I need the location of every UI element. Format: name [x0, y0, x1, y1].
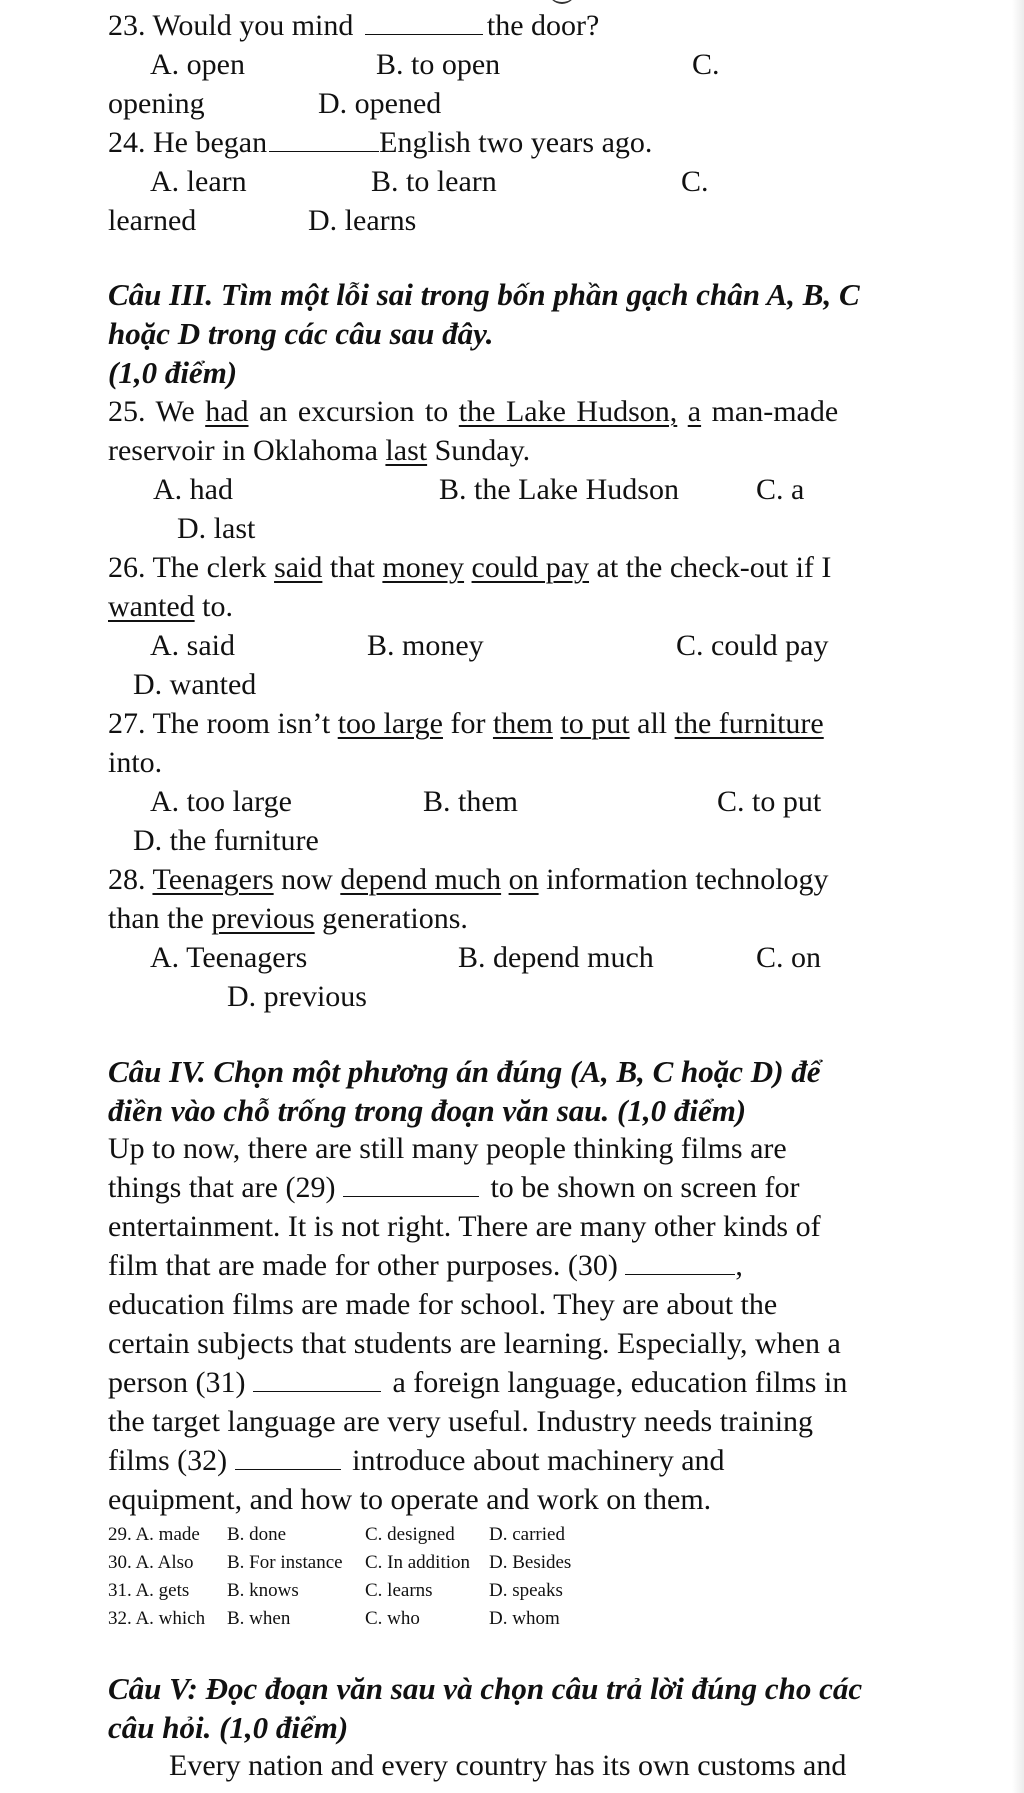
option-31-c: C. learns [365, 1580, 433, 1601]
q28-option-c: C. on [756, 941, 822, 974]
passage-line-10: equipment, and how to operate and work on them. [108, 1483, 712, 1516]
passage-line-9: films (32) introduce about machinery and [108, 1444, 725, 1477]
section-5-heading: Câu V: Đọc đoạn văn sau và chọn câu trả lời đúng cho các [108, 1671, 863, 1706]
q25-stem-line2: reservoir in Oklahoma last Sunday. [108, 434, 531, 467]
q23-option-d: D. opened [318, 87, 442, 120]
q24-option-a: A. learn [150, 165, 247, 198]
q24-option-b: B. to learn [371, 165, 497, 198]
q27-stem-line2: into. [108, 746, 163, 779]
q26-stem: 26. The clerk said that money could pay at the check-out if I [108, 551, 832, 584]
q23-option-a: A. open [150, 48, 245, 81]
section-3-heading: Câu III. Tìm một lỗi sai trong bốn phần gạch chân A, B, C [108, 277, 860, 312]
q24-option-c-text: learned [108, 204, 197, 237]
option-30-c: C. In addition [365, 1552, 471, 1573]
cropped-glyph-fragment [548, 0, 576, 4]
option-31-b: B. knows [227, 1580, 299, 1601]
q28-stem-line2: than the previous generations. [108, 902, 468, 935]
q25-option-b: B. the Lake Hudson [439, 473, 679, 506]
q23-option-c: C. [692, 48, 720, 81]
blank-30 [625, 1273, 735, 1275]
option-29-b: B. done [227, 1524, 287, 1545]
passage-line-7: person (31) a foreign language, education films in [108, 1366, 848, 1399]
passage-line-1: Up to now, there are still many people thinking films are [108, 1132, 787, 1165]
section-3-points: (1,0 điểm) [108, 355, 238, 390]
option-29-num: 29. A. made [108, 1524, 200, 1545]
reading-passage-line-1: Every nation and every country has its own customs and [169, 1749, 847, 1782]
q25-option-d: D. last [177, 512, 256, 545]
blank-31 [253, 1390, 381, 1392]
option-32-c: C. who [365, 1608, 420, 1629]
q27-option-b: B. them [423, 785, 518, 818]
passage-line-4: film that are made for other purposes. (30) , [108, 1249, 743, 1282]
q28-option-d: D. previous [227, 980, 367, 1013]
q25-option-c: C. a [756, 473, 805, 506]
option-30-b: B. For instance [227, 1552, 343, 1573]
passage-line-8: the target language are very useful. Industry needs training [108, 1405, 814, 1438]
q23-option-c-text: opening [108, 87, 205, 120]
q23-option-b: B. to open [376, 48, 501, 81]
option-31-d: D. speaks [489, 1580, 563, 1601]
section-5-heading-line2: câu hỏi. (1,0 điểm) [108, 1710, 349, 1745]
passage-line-2: things that are (29) to be shown on screen for [108, 1171, 800, 1204]
section-4-heading-line2: điền vào chỗ trống trong đoạn văn sau. (1,0 điểm) [108, 1093, 747, 1128]
q27-stem: 27. The room isn’t too large for them to put all the furniture [108, 707, 824, 740]
q24-option-d: D. learns [308, 204, 417, 237]
q23-stem: 23. Would you mind the door? [108, 9, 600, 42]
q26-option-b: B. money [367, 629, 484, 662]
section-4-heading: Câu IV. Chọn một phương án đúng (A, B, C hoặc D) để [108, 1054, 821, 1089]
blank-29 [343, 1195, 479, 1197]
q26-option-a: A. said [150, 629, 235, 662]
q27-option-c: C. to put [717, 785, 822, 818]
passage-line-6: certain subjects that students are learning. Especially, when a [108, 1327, 841, 1360]
passage-line-3: entertainment. It is not right. There are many other kinds of [108, 1210, 821, 1243]
q25-option-a: A. had [153, 473, 233, 506]
q26-option-d: D. wanted [133, 668, 257, 701]
option-29-d: D. carried [489, 1524, 565, 1545]
q24-option-c: C. [681, 165, 709, 198]
q28-option-a: A. Teenagers [150, 941, 308, 974]
q23-blank [365, 33, 483, 35]
option-31-num: 31. A. gets [108, 1580, 190, 1601]
q24-stem: 24. He began English two years ago. [108, 126, 653, 159]
q27-option-a: A. too large [150, 785, 292, 818]
q26-stem-line2: wanted to. [108, 590, 233, 623]
q26-option-c: C. could pay [676, 629, 829, 662]
section-3-heading-line2: hoặc D trong các câu sau đây. [108, 316, 494, 351]
option-30-d: D. Besides [489, 1552, 572, 1573]
page-edge-shadow [1012, 0, 1024, 1793]
q25-stem: 25. We had an excursion to the Lake Hudson, a man-made [108, 395, 839, 428]
blank-32 [235, 1468, 341, 1470]
q28-option-b: B. depend much [458, 941, 654, 974]
option-30-num: 30. A. Also [108, 1552, 194, 1573]
q27-option-d: D. the furniture [133, 824, 319, 857]
q28-stem: 28. Teenagers now depend much on information technology [108, 863, 829, 896]
option-29-c: C. designed [365, 1524, 455, 1545]
passage-line-5: education films are made for school. They are about the [108, 1288, 778, 1321]
q24-blank [269, 150, 379, 152]
option-32-b: B. when [227, 1608, 291, 1629]
option-32-num: 32. A. which [108, 1608, 206, 1629]
option-32-d: D. whom [489, 1608, 560, 1629]
